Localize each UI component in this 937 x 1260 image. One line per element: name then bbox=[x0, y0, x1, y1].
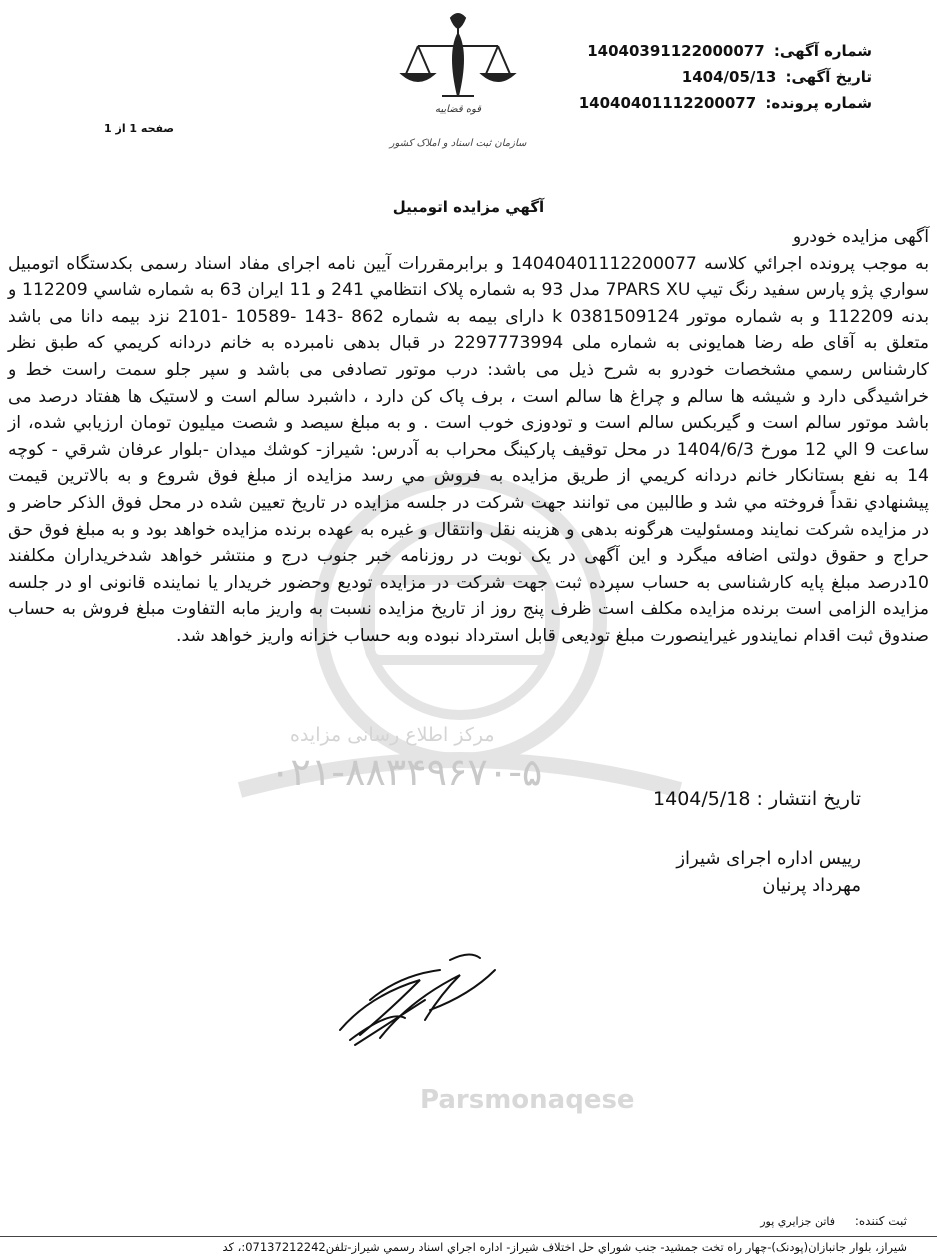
signatory-position: رییس اداره اجرای شیراز bbox=[676, 848, 861, 869]
signatory-name: مهرداد پرنیان bbox=[762, 875, 861, 896]
registrar-line bbox=[760, 1214, 907, 1228]
publication-date-line bbox=[653, 788, 861, 810]
notice-number-label: شماره آگهی: bbox=[773, 42, 872, 60]
notice-date: 1404/05/13 bbox=[681, 68, 777, 86]
footer-divider bbox=[0, 1236, 937, 1237]
registrar-name: فاتن جزايري پور bbox=[760, 1215, 836, 1228]
page-indicator: صفحه 1 از 1 bbox=[104, 122, 175, 135]
case-number-label: شماره پرونده: bbox=[765, 94, 872, 112]
registrar-label: ثبت كننده: bbox=[854, 1214, 907, 1228]
body-paragraph: به موجب پرونده اجرائي كلاسه 14040401112200077 و برابرمقررات آيين نامه اجرای مفاد اسناد رسمی بکدستگاه اتومبيل سواري پژو پارس سفيد رنگ تيپ 7PARS XU مدل 93 به شماره پلاک انتظامي 241 و 11 ايران 63 به شماره شاسي 112209 و بدنه 112209 و به شماره موتور 0381509124 k دارای بیمه به شماره 862 -143 -10589 -2101 نزد بیمه دانا می باشد متعلق به آقای طه رضا همایونی به شماره ملی 2297773994 در قبال بدهی نامبرده به خانم دردانه کریمي که طبق نظر کارشناس رسمي مشخصات خودرو به شرح ذیل می باشد: درب موتور تصادفی می باشد و سپر جلو سمت راست خط و خراشیدگی دارد و شیشه ها سالم و چراغ ها سالم است ، برف پاک کن دارد ، داشبرد سالم است و لاستیک ها هفتاد درصد می باشد موتور سالم است و گیربکس سالم است و تودوزی خوب است . و به مبلغ سیصد و شصت میلیون تومان ارزيابي شده، از ساعت 9 الي 12 مورخ 1404/6/3 در محل توقيف پاركينگ محراب به آدرس: شیراز- کوشك ميدان -بلوار عرفان شرقي - کوچه 14 به نفع بستانكار خانم دردانه كريمي از طريق مزايده به فروش مي رسد مزايده از مبلغ فوق شروع و به بالاترين قيمت پيشنهادي نقداً فروخته مي شد و طالبين می توانند جهت شرکت در جلسه مزایده در تاریخ تعیین شده در محل فوق الذکر حاضر و در مزایده شرکت نمایند ومسئولیت هرگونه بدهی و هزینه نقل وانتقال و غیره به عهده برنده مزایده خواهد بود و به مبلغ فوق حق حراج و حقوق دولتی اضافه میگرد و این آگهی در یک نوبت در روزنامه خبر جنوب درج و منتشر خواهد شدخریداران مكلفند 10درصد مبلغ پايه كارشناسی به حساب سپرده ثبت جهت شركت در مزايده توديع وحضور خريدار يا نماينده قانونی او در جلسه مزايده الزامی است برنده مزايده مكلف است ظرف پنج روز از تاريخ مزايده نسبت به واريز مابه التفاوت مبلغ فروش به حساب صندوق ثبت اقدام نمايندور غيراينصورت مبلغ توديعی قابل استرداد نبوده وبه حساب خزانه واريز خواهد شد. bbox=[8, 253, 930, 646]
notice-number-row bbox=[552, 38, 872, 64]
notice-body bbox=[8, 224, 929, 650]
svg-text:سازمان ثبت اسناد و املاک کشور: سازمان ثبت اسناد و املاک کشور bbox=[389, 138, 527, 149]
handwritten-signature bbox=[330, 940, 510, 1060]
case-number-row bbox=[552, 90, 872, 116]
notice-date-row bbox=[552, 64, 872, 90]
footer-address: شيراز، بلوار جانبازان(پودنک)-چهار راه تخت جمشید- جنب شوراي حل اختلاف شيراز- اداره اجراي اسناد رسمي شيراز-تلفن07137212242:، کد bbox=[222, 1240, 907, 1254]
notice-date-label: تاریخ آگهی: bbox=[785, 68, 872, 86]
watermark-phone: ۰۲۱-۸۸۳۴۹۶۷۰-۵ bbox=[270, 750, 543, 794]
watermark-text: مرکز اطلاع رسانی مزایده bbox=[290, 724, 495, 746]
publication-date: 1404/5/18 bbox=[653, 788, 751, 810]
svg-text:قوه قضاییه: قوه قضاییه bbox=[434, 104, 482, 115]
notice-metadata bbox=[552, 38, 872, 116]
notice-title: آگهي مزايده اتومبيل bbox=[392, 198, 545, 216]
body-heading: آگهی مزایده خودرو bbox=[792, 227, 929, 247]
judiciary-scales-emblem-icon bbox=[378, 4, 538, 154]
signatory-block bbox=[676, 845, 861, 899]
watermark-brand: Parsmonaqese bbox=[420, 1085, 635, 1115]
case-number: 14040401112200077 bbox=[578, 94, 757, 112]
notice-number: 14040391122000077 bbox=[587, 42, 765, 60]
publication-date-label: تاریخ انتشار : bbox=[756, 788, 861, 810]
